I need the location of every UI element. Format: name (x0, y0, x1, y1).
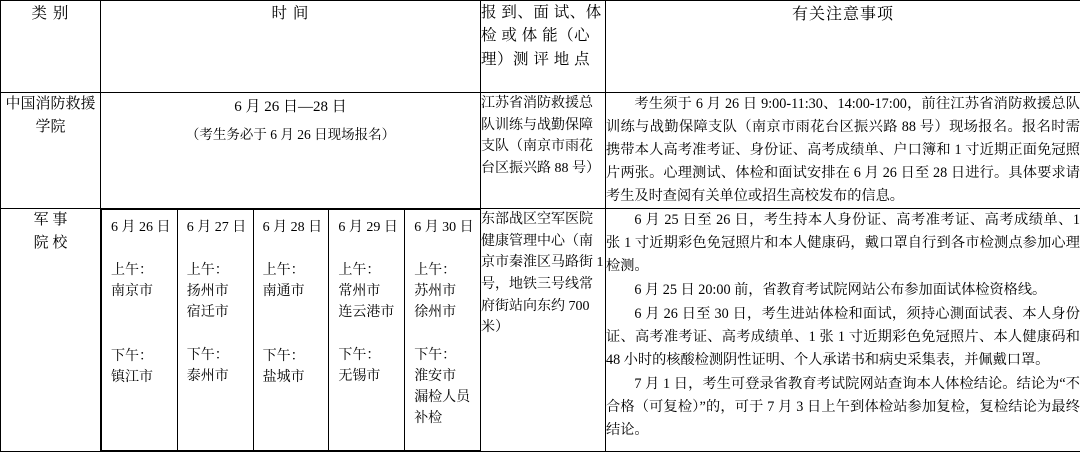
afternoon-label: 下午： (186, 348, 229, 363)
day-afternoon (263, 346, 329, 388)
header-notes: 有关注意事项 (606, 1, 1080, 93)
header-place: 报 到、面 试、体 检 或 体 能（心 理）测 评 地 点 (481, 1, 606, 93)
afternoon-label: 下午： (414, 348, 457, 363)
note-paragraph: 6 月 25 日至 26 日，考生持本人身份证、高考准考证、高考成绩单、1 张 1 寸近期彩色免冠照片和本人健康码，戴口罩自行到各市检测点参加心理检测。 (606, 212, 1080, 274)
afternoon-city: 泰州市 (186, 369, 229, 384)
afternoon-supplement: 漏检人员补检 (414, 390, 471, 426)
afternoon-city: 淮安市 (414, 369, 457, 384)
day-column-3 (254, 210, 329, 450)
day-morning (111, 260, 177, 302)
morning-city: 徐州市 (414, 305, 457, 320)
note-paragraph: 7 月 1 日，考生可登录省教育考试院网站查询本人体检结论。结论为“不合格（可复检）”的，可于 7 月 3 日上午到体检站参加复检，复检结论为最终结论。 (606, 376, 1080, 438)
day-column-4 (329, 210, 404, 450)
morning-city: 苏州市 (414, 284, 457, 299)
row-notes-military-academy (606, 209, 1080, 452)
morning-city: 常州市 (338, 284, 381, 299)
day-column-5 (405, 210, 480, 450)
time-sub-text: （考生务必于 6 月 26 日现场报名） (185, 126, 396, 142)
note-paragraph: 6 月 25 日 20:00 前，省教育考试院网站公布参加面试体检资格线。 (634, 282, 1047, 298)
day-morning (338, 260, 404, 323)
morning-city: 南京市 (111, 284, 153, 299)
header-time: 时 间 (101, 1, 481, 93)
date-columns (101, 209, 480, 451)
afternoon-city: 镇江市 (111, 370, 153, 385)
day-date: 6 月 28 日 (262, 220, 323, 235)
day-date: 6 月 29 日 (338, 220, 398, 235)
afternoon-city: 无锡市 (338, 369, 381, 384)
day-morning (414, 260, 480, 323)
table-row (1, 93, 1080, 209)
morning-city: 南通市 (262, 284, 305, 299)
morning-label: 上午： (262, 263, 305, 278)
time-main-text: 6 月 26 日—28 日 (234, 99, 347, 115)
day-morning (187, 260, 253, 323)
morning-label: 上午： (111, 263, 153, 278)
day-date: 6 月 27 日 (186, 220, 247, 235)
note-paragraph: 6 月 26 日至 30 日，考生进站体检和面试，须持心測面试表、本人身份证、高考准考证、高考成绩单、1 张 1 寸近期彩色免冠照片、本人健康码和 48 小时的核酸检测阴性证明、个人承诺书和病史采集表，并佩戴口罩。 (606, 306, 1080, 368)
header-category: 类 别 (1, 1, 101, 93)
day-afternoon (111, 346, 177, 388)
row-place-military-academy: 东部战区空军医院健康管理中心（南京市秦淮区马路街 1 号，地铁三号线常府街站向东约 700 米） (481, 209, 606, 452)
note-paragraph: 考生须于 6 月 26 日 9:00-11:30、14:00-17:00，前往江苏省消防救援总队训练与战勤保障支队（南京市雨花台区振兴路 88 号）现场报名。报名时需携带本人高考准考证、身份证、高考成绩单、户口簿和 1 寸近期正面免冠照片两张。心理测试、体检和面试安排在 6 月 26 日至 28 日进行。具体要求请考生及时查阅有关单位或招生高校发布的信息。 (606, 96, 1080, 204)
row-place-fire-academy: 江苏省消防救援总队训练与战勤保障支队（南京市雨花台区振兴路 88 号） (481, 93, 606, 209)
morning-label: 上午： (414, 263, 457, 278)
row-notes-fire-academy (606, 93, 1080, 209)
day-morning (263, 260, 329, 302)
afternoon-label: 下午： (262, 349, 305, 364)
morning-city: 宿迁市 (186, 305, 229, 320)
row-time-military-academy (101, 209, 481, 452)
day-date: 6 月 26 日 (111, 220, 171, 235)
morning-label: 上午： (186, 263, 229, 278)
morning-label: 上午： (338, 263, 381, 278)
day-date: 6 月 30 日 (414, 220, 474, 235)
day-afternoon (338, 345, 404, 387)
row-category-fire-academy: 中国消防救援学院 (1, 93, 101, 209)
category-label-line2: 院 校 (33, 234, 68, 251)
day-column-1 (102, 210, 177, 450)
morning-city: 扬州市 (186, 284, 229, 299)
afternoon-label: 下午： (111, 349, 153, 364)
row-category-military-academy (1, 209, 101, 452)
table-header-row (1, 1, 1080, 93)
day-column-2 (178, 210, 253, 450)
afternoon-city: 盐城市 (262, 370, 305, 385)
day-afternoon (414, 345, 480, 429)
category-label-line1: 军 事 (33, 212, 68, 228)
day-afternoon (187, 345, 253, 387)
row-time-fire-academy (101, 93, 481, 209)
afternoon-label: 下午： (338, 348, 381, 363)
morning-city: 连云港市 (338, 305, 395, 320)
table-row (1, 209, 1080, 452)
